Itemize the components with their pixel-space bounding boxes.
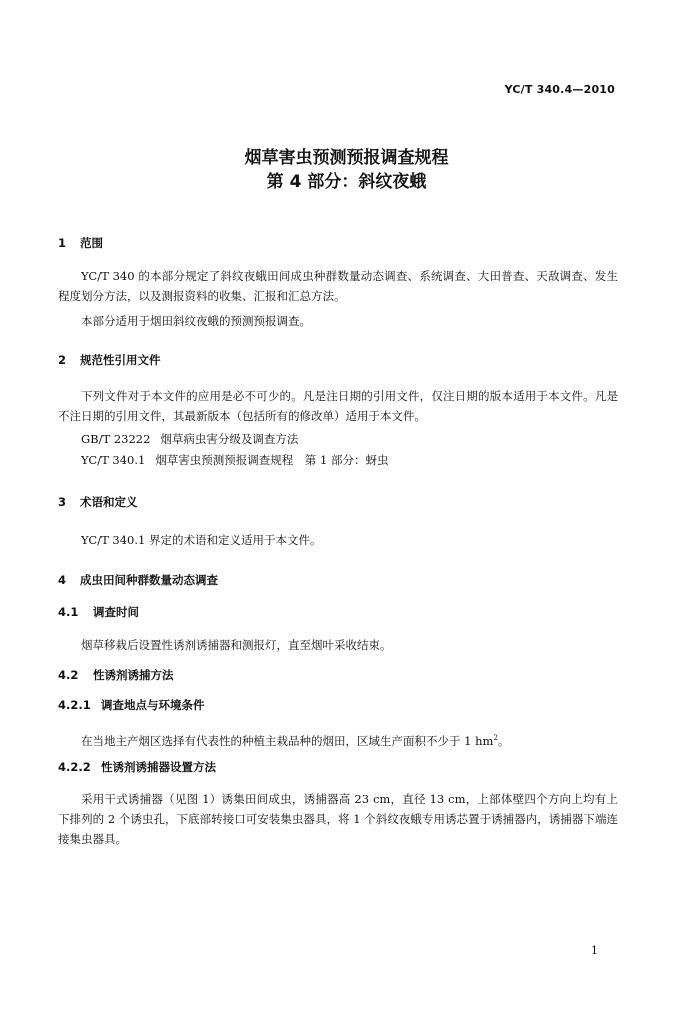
section-title: 范围	[80, 236, 103, 250]
section-number: 4.2	[58, 668, 79, 682]
section-number: 3	[58, 495, 67, 509]
section-title: 调查时间	[93, 605, 139, 619]
section-4-2-2-heading	[58, 759, 216, 775]
section-4-1-heading	[58, 604, 139, 620]
section-title: 性诱剂诱捕器设置方法	[101, 760, 216, 774]
section-number: 4	[58, 573, 67, 587]
reference-title: 烟草害虫预测预报调查规程 第 1 部分：蚜虫	[155, 453, 389, 467]
reference-code: GB/T 23222	[81, 432, 151, 446]
document-subtitle: 第 4 部分：斜纹夜蛾	[266, 172, 427, 192]
section-title: 性诱剂诱捕方法	[93, 668, 174, 682]
section-number: 1	[58, 236, 67, 250]
page-number: 1	[591, 944, 598, 957]
section-3-paragraph-1: YC/T 340.1 界定的术语和定义适用于本文件。	[81, 533, 322, 547]
section-title: 调查地点与环境条件	[101, 698, 205, 712]
paragraph-end: 。	[497, 733, 510, 748]
document-title: 烟草害虫预测预报调查规程	[244, 148, 449, 168]
reference-title: 烟草病虫害分级及调查方法	[160, 432, 299, 446]
title-block	[0, 146, 693, 194]
section-1-heading	[58, 235, 103, 251]
section-2-heading	[58, 352, 161, 368]
section-1-paragraph-2: 本部分适用于烟田斜纹夜蛾的预测预报调查。	[81, 314, 311, 328]
section-4-2-2-paragraph: 采用干式诱捕器（见图 1）诱集田间成虫，诱捕器高 23 cm，直径 13 cm，上部体壁四个方向上均有上下排列的 2 个诱虫孔，下底部转接口可安装集虫器具，将 1 个斜纹夜蛾专用诱芯置于诱捕器内，诱捕器下端连接集虫器具。	[58, 792, 618, 846]
section-number: 2	[58, 353, 67, 367]
section-number: 4.2.2	[58, 760, 91, 774]
paragraph-text: 在当地主产烟区选择有代表性的种植主栽品种的烟田，区域生产面积不少于 1 hm	[81, 733, 494, 748]
section-4-2-1-paragraph	[58, 728, 618, 751]
reference-code: YC/T 340.1	[81, 453, 146, 467]
section-1-paragraph-1: YC/T 340 的本部分规定了斜纹夜蛾田间成虫种群数量动态调查、系统调查、大田普查、天敌调查、发生程度划分方法，以及测报资料的收集、汇报和汇总方法。	[58, 269, 618, 303]
section-title: 术语和定义	[80, 495, 138, 509]
section-2-paragraph-1: 下列文件对于本文件的应用是必不可少的。凡是注日期的引用文件，仅注日期的版本适用于本文件。凡是不注日期的引用文件，其最新版本（包括所有的修改单）适用于本文件。	[58, 389, 618, 423]
section-4-heading	[58, 572, 218, 588]
standard-number: YC/T 340.4—2010	[504, 83, 615, 96]
normative-reference-2	[81, 450, 388, 470]
section-4-1-paragraph: 烟草移栽后设置性诱剂诱捕器和测报灯，直至烟叶采收结束。	[81, 638, 392, 652]
section-title: 成虫田间种群数量动态调查	[80, 573, 218, 587]
section-number: 4.1	[58, 605, 79, 619]
superscript: 2	[493, 734, 498, 742]
section-4-2-1-heading	[58, 697, 205, 713]
section-number: 4.2.1	[58, 698, 91, 712]
normative-reference-1	[81, 429, 298, 449]
section-4-2-heading	[58, 667, 174, 683]
section-title: 规范性引用文件	[80, 353, 161, 367]
section-3-heading	[58, 494, 138, 510]
